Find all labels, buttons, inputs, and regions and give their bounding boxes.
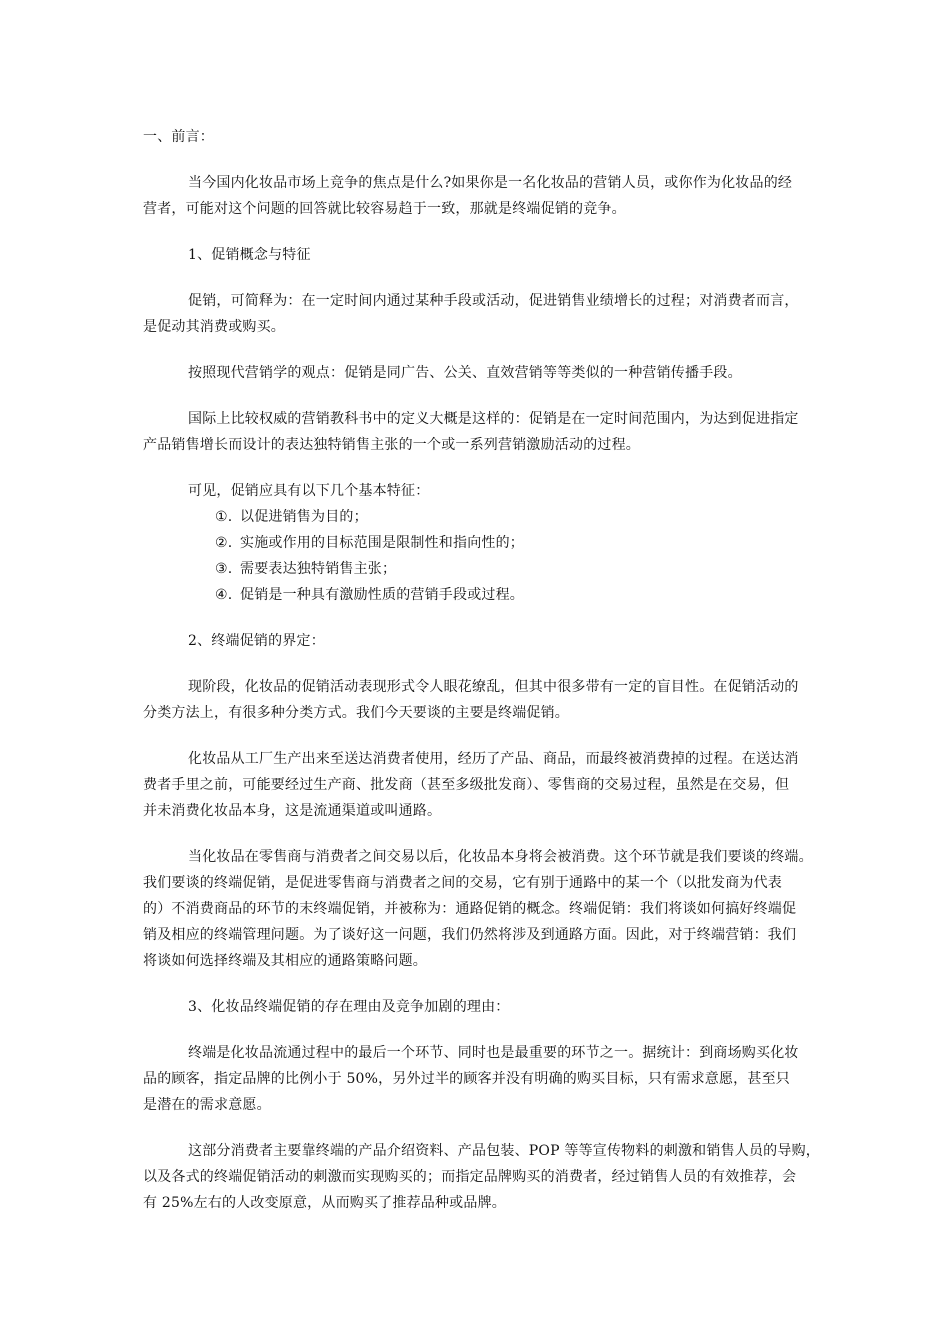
- paragraph-line: 有 25%左右的人改变原意，从而购买了推荐品种或品牌。: [143, 1195, 506, 1211]
- paragraph-line: 产品销售增长而设计的表达独特销售主张的一个或一系列营销激励活动的过程。: [143, 437, 640, 453]
- subheading-promotion-concept: 1、促销概念与特征: [188, 247, 311, 263]
- paragraph-line: 并未消费化妆品本身，这是流通渠道或叫通路。: [143, 803, 442, 819]
- paragraph-line: 国际上比较权威的营销教科书中的定义大概是这样的：促销是在一定时间范围内，为达到促进指定: [188, 411, 799, 427]
- paragraph-line: 我们要谈的终端促销，是促进零售商与消费者之间的交易，它有别于通路中的某一个（以批发商为代表: [143, 875, 782, 891]
- paragraph-line: 当今国内化妆品市场上竞争的焦点是什么?如果你是一名化妆品的营销人员，或你作为化妆品的经: [188, 175, 793, 191]
- paragraph-line: 分类方法上，有很多种分类方式。我们今天要谈的主要是终端促销。: [143, 705, 569, 721]
- paragraph-line: 促销，可简释为：在一定时间内通过某种手段或活动，促进销售业绩增长的过程；对消费者而言，: [188, 293, 799, 309]
- paragraph-line: 销及相应的终端管理问题。为了谈好这一问题，我们仍然将涉及到通路方面。因此，对于终端营销：我们: [143, 927, 797, 943]
- list-marker: ②.: [215, 535, 233, 551]
- paragraph-line: 将谈如何选择终端及其相应的通路策略问题。: [143, 953, 427, 969]
- paragraph-line: 以及各式的终端促销活动的刺激而实现购买的；而指定品牌购买的消费者，经过销售人员的有效推荐，会: [143, 1169, 797, 1185]
- paragraph-line: 品的顾客，指定品牌的比例小于 50%，另外过半的顾客并没有明确的购买目标，只有需求意愿，甚至只: [143, 1071, 790, 1087]
- document-body: [143, 124, 818, 1216]
- subheading-terminal-definition: 2、终端促销的界定：: [188, 633, 325, 649]
- section-heading-intro: 一、前言：: [143, 129, 214, 145]
- list-item-text: 促销是一种具有激励性质的营销手段或过程。: [240, 587, 524, 603]
- paragraph-line: 的）不消费商品的环节的末终端促销，并被称为：通路促销的概念。终端促销：我们将谈如何搞好终端促: [143, 901, 797, 917]
- paragraph-line: 营者，可能对这个问题的回答就比较容易趋于一致，那就是终端促销的竞争。: [143, 201, 626, 217]
- paragraph-line: 现阶段，化妆品的促销活动表现形式令人眼花缭乱，但其中很多带有一定的盲目性。在促销活动的: [188, 679, 799, 695]
- paragraph-line: 是促动其消费或购买。: [143, 319, 285, 335]
- paragraph-line: 按照现代营销学的观点：促销是同广告、公关、直效营销等等类似的一种营销传播手段。: [188, 365, 742, 381]
- list-item-text: 需要表达独特销售主张；: [240, 561, 397, 577]
- features-intro: 可见，促销应具有以下几个基本特征：: [188, 483, 430, 499]
- list-marker: ③.: [215, 561, 233, 577]
- paragraph-line: 是潜在的需求意愿。: [143, 1097, 271, 1113]
- list-marker: ④.: [215, 587, 233, 603]
- paragraph-line: 当化妆品在零售商与消费者之间交易以后，化妆品本身将会被消费。这个环节就是我们要谈的终端。: [188, 849, 813, 865]
- paragraph-line: 终端是化妆品流通过程中的最后一个环节、同时也是最重要的环节之一。据统计：到商场购买化妆: [188, 1045, 799, 1061]
- subheading-terminal-reasons: 3、化妆品终端促销的存在理由及竞争加剧的理由：: [188, 999, 510, 1015]
- list-item: [143, 582, 818, 608]
- list-item-text: 实施或作用的目标范围是限制性和指向性的；: [240, 535, 524, 551]
- paragraph-line: 这部分消费者主要靠终端的产品介绍资料、产品包装、POP 等等宣传物料的刺激和销售人员的导购，: [188, 1143, 820, 1159]
- paragraph-line: 费者手里之前，可能要经过生产商、批发商（甚至多级批发商）、零售商的交易过程，虽然是在交易，但: [143, 777, 790, 793]
- list-item: [143, 530, 818, 556]
- list-item: [143, 556, 818, 582]
- list-marker: ①.: [215, 509, 233, 525]
- list-item: [143, 504, 818, 530]
- paragraph-line: 化妆品从工厂生产出来至送达消费者使用，经历了产品、商品，而最终被消费掉的过程。在送达消: [188, 751, 799, 767]
- list-item-text: 以促进销售为目的；: [240, 509, 368, 525]
